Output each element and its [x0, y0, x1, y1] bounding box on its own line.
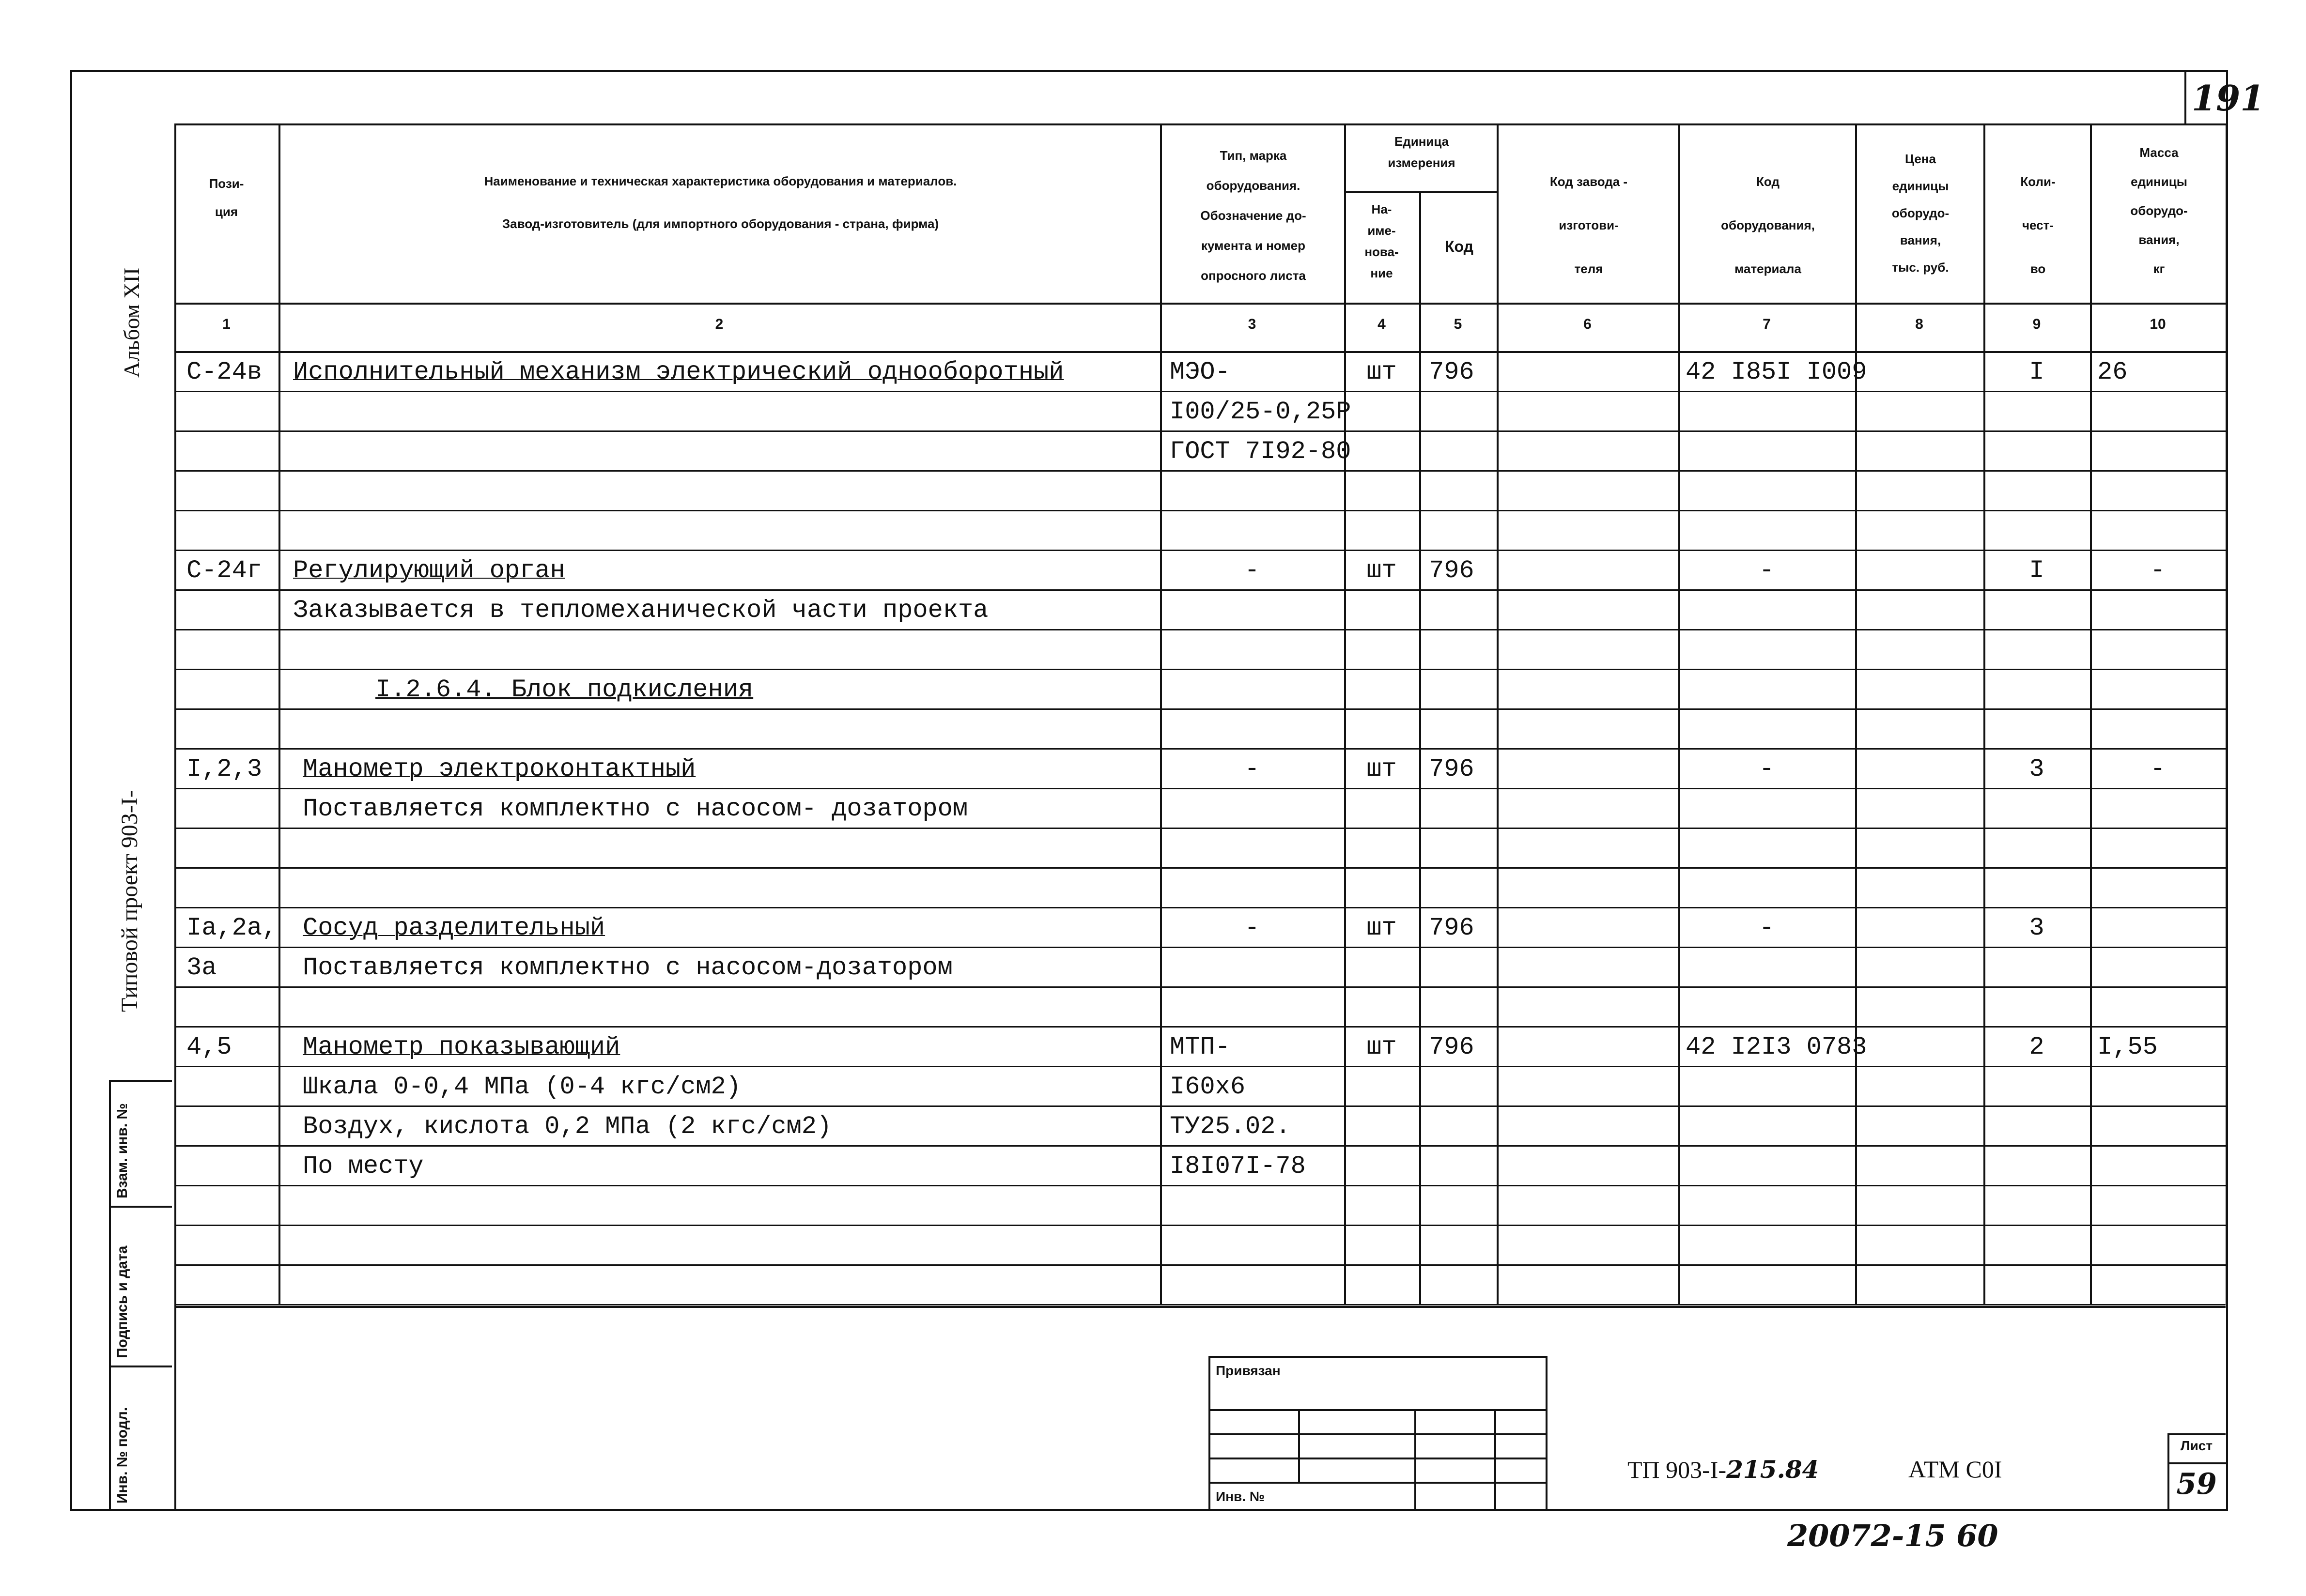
row-line [174, 391, 2226, 392]
row-line [174, 867, 2226, 869]
column-line [1497, 123, 1499, 1304]
project-label: Типовой проект 903-I- [117, 790, 142, 1012]
cell-qty: 3 [2029, 755, 2044, 783]
album-label: Альбом XII [119, 267, 144, 378]
attached-line4 [1208, 1482, 1548, 1484]
cell-type: ГОСТ 7I92-80 [1170, 437, 1351, 466]
cell-unit: шт [1366, 914, 1397, 942]
side-stamp-top [109, 1080, 172, 1082]
row-line [174, 470, 2226, 472]
cell-pos: 4,5 [186, 1033, 232, 1061]
side-label-sign: Подпись и дата [114, 1245, 130, 1358]
cell-name: Манометр показывающий [303, 1033, 620, 1061]
cell-name: Поставляется комплектно с насосом- дозатором [303, 795, 968, 823]
row-line [174, 828, 2226, 829]
cell-qty: I [2029, 358, 2044, 386]
cell-code: 796 [1429, 914, 1474, 942]
bottom-number: 20072-15 60 [1787, 1518, 1998, 1553]
attached-line3 [1208, 1458, 1548, 1459]
row-line [174, 510, 2226, 511]
doc-prefix: ТП 903-I- [1627, 1456, 1727, 1483]
row-line [174, 1225, 2226, 1226]
row-line [174, 1264, 2226, 1266]
column-line [1983, 123, 1985, 1304]
cell-name: Регулирующий орган [293, 556, 565, 585]
inv-label: Инв. № [1216, 1489, 1265, 1504]
corner-box-line [2184, 70, 2186, 123]
cell-code: 796 [1429, 358, 1474, 386]
cell-name: Исполнительный механизм электрический однооборотный [293, 358, 1064, 386]
cell-unit: шт [1366, 755, 1397, 783]
sheet-box-line [2167, 1462, 2228, 1464]
column-number: 5 [1454, 316, 1462, 332]
cell-qty: 3 [2029, 914, 2044, 942]
cell-unit: шт [1366, 556, 1397, 585]
row-line [174, 430, 2226, 432]
row-line [174, 1066, 2226, 1067]
cell-pos: С-24г [186, 556, 263, 585]
row-line [174, 708, 2226, 710]
cell-pos: Ia,2a, [186, 914, 278, 942]
cell-type: I8I07I-78 [1170, 1152, 1306, 1181]
numbers-bottom-line [174, 351, 2226, 353]
corner-number: 191 [2192, 77, 2265, 119]
cell-type: МТП- [1170, 1033, 1230, 1061]
cell-name: Воздух, кислота 0,2 МПа (2 кгс/см2) [303, 1112, 832, 1141]
column-line [1678, 123, 1680, 1304]
hdr-col6: Код завода - изготови- теля [1549, 174, 1628, 276]
cell-name: Поставляется комплектно с насосом-дозатором [303, 953, 953, 982]
hdr-col2: Наименование и техническая характеристика оборудования и материалов. Завод-изготовитель (для импортного оборудования - страна, фирма) [484, 174, 957, 231]
row-line [174, 986, 2226, 988]
hdr-col10: Масса единицы оборудо- вания, кг [2130, 145, 2188, 276]
row-line [174, 947, 2226, 948]
cell-code: 796 [1429, 755, 1474, 783]
row-line [174, 1145, 2226, 1147]
cell-mass: I,55 [2097, 1033, 2158, 1061]
cell-mass: - [2150, 556, 2166, 585]
cell-eq-code: - [1759, 755, 1775, 783]
column-line [1419, 191, 1421, 1304]
row-line [174, 907, 2226, 908]
hdr-col8: Цена единицы оборудо- вания, тыс. руб. [1891, 152, 1950, 275]
column-number: 7 [1763, 316, 1771, 332]
row-line [174, 748, 2226, 750]
column-number: 3 [1248, 316, 1256, 332]
cell-code: 796 [1429, 556, 1474, 585]
table-bottom-line [174, 1306, 2226, 1308]
row-line [174, 589, 2226, 591]
doc-number [1627, 1455, 1819, 1484]
row-line [174, 1304, 2226, 1305]
cell-name: Заказывается в тепломеханической части проекта [293, 596, 989, 625]
cell-type: I60x6 [1170, 1073, 1246, 1101]
row-line [174, 629, 2226, 630]
side-stamp-div2 [109, 1366, 172, 1367]
cell-code: 796 [1429, 1033, 1474, 1061]
table-top-line [174, 123, 2226, 125]
column-number: 2 [715, 316, 724, 332]
attached-vline2 [1414, 1409, 1416, 1511]
column-number: 8 [1915, 316, 1923, 332]
attached-label: Привязан [1216, 1363, 1281, 1378]
side-label-inv: Инв. № подл. [114, 1407, 130, 1504]
side-stamp-div1 [109, 1206, 172, 1208]
side-label-replace: Взам. инв. № [114, 1103, 130, 1198]
sheet-label: Лист [2180, 1438, 2213, 1453]
row-line [174, 669, 2226, 670]
doc-suffix: АТМ C0I [1908, 1456, 2002, 1483]
cell-type: МЭО- [1170, 358, 1230, 386]
column-line [279, 123, 280, 1304]
cell-qty: 2 [2029, 1033, 2044, 1061]
column-line [1160, 123, 1162, 1304]
column-number: 4 [1377, 316, 1386, 332]
cell-type: I00/25-0,25Р [1170, 398, 1351, 426]
row-line [174, 550, 2226, 551]
cell-mass: - [2150, 755, 2166, 783]
hdr-col4: На- име- нова- ние [1364, 202, 1399, 280]
column-line [1344, 123, 1346, 1304]
side-stamp-line [109, 1080, 111, 1511]
cell-type: - [1244, 914, 1260, 942]
cell-eq-code: 42 I85I I009 [1686, 358, 1867, 386]
column-line [2090, 123, 2092, 1304]
hdr-col5: Код [1445, 238, 1473, 255]
cell-mass: 26 [2097, 358, 2128, 386]
cell-name: По месту [303, 1152, 424, 1181]
cell-pos: С-24в [186, 358, 263, 386]
cell-type: - [1244, 755, 1260, 783]
cell-type: - [1244, 556, 1260, 585]
cell-name: Манометр электроконтактный [303, 755, 696, 783]
column-number: 6 [1583, 316, 1592, 332]
attached-vline1 [1298, 1409, 1300, 1482]
cell-name: Шкала 0-0,4 МПа (0-4 кгс/см2) [303, 1073, 741, 1101]
hdr-col1: Пози- ция [209, 176, 244, 219]
hdr-col9: Коли- чест- во [2020, 174, 2056, 276]
cell-unit: шт [1366, 1033, 1397, 1061]
cell-pos: I,2,3 [186, 755, 263, 783]
row-line [174, 788, 2226, 789]
row-line [174, 1105, 2226, 1107]
column-number: 1 [222, 316, 231, 332]
hdr-col3: Тип, марка оборудования. Обозначение до- кумента и номер опросного листа [1200, 148, 1306, 283]
attached-line2 [1208, 1433, 1548, 1435]
column-line [174, 123, 176, 1304]
cell-name: Сосуд разделительный [303, 914, 605, 942]
sheet-number: 59 [2176, 1467, 2217, 1501]
cell-type: ТУ25.02. [1170, 1112, 1291, 1141]
column-number: 9 [2032, 316, 2041, 332]
sheet-frame [70, 70, 2228, 1511]
hdr-col4-group: Единица измерения [1388, 134, 1455, 170]
row-line [174, 1026, 2226, 1028]
column-line [2226, 123, 2228, 1304]
cell-eq-code: - [1759, 556, 1775, 585]
cell-name: I.2.6.4. Блок подкисления [375, 675, 754, 704]
cell-eq-code: - [1759, 914, 1775, 942]
left-stamp-line [174, 1304, 176, 1511]
column-line [1855, 123, 1857, 1304]
cell-qty: I [2029, 556, 2044, 585]
cell-pos: 3а [186, 953, 217, 982]
header-bottom-line [174, 303, 2226, 305]
cell-unit: шт [1366, 358, 1397, 386]
row-line [174, 1185, 2226, 1186]
attached-vline3 [1494, 1409, 1496, 1511]
column-number: 10 [2150, 316, 2166, 332]
doc-hand: 215.84 [1726, 1455, 1819, 1484]
attached-line1 [1208, 1409, 1548, 1411]
cell-eq-code: 42 I2I3 0783 [1686, 1033, 1867, 1061]
hdr-col7: Код оборудования, материала [1721, 174, 1815, 276]
